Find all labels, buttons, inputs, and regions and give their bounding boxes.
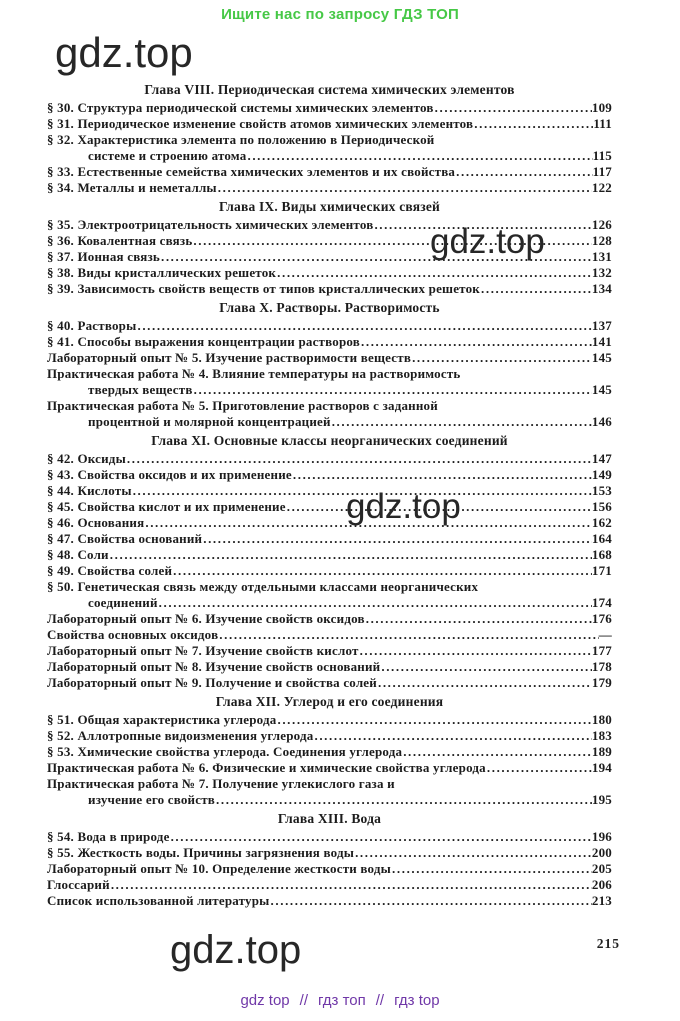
toc-entry — [47, 547, 612, 563]
entry-page-number: 117 — [592, 164, 612, 179]
toc-entry — [47, 861, 612, 877]
toc-entry — [47, 100, 612, 116]
entry-text: § 32. Характеристика элемента по положению в Периодической — [47, 132, 435, 147]
dot-leader — [480, 281, 592, 297]
watermark-gdz-mid-right: gdz.top — [430, 222, 545, 261]
entry-text: Глоссарий — [47, 877, 110, 892]
dot-leader — [110, 877, 592, 893]
entry-page-number: 200 — [591, 845, 612, 860]
entry-text: § 49. Свойства солей — [47, 563, 173, 578]
page-number: 215 — [596, 936, 620, 951]
entry-text: § 46. Основания — [47, 515, 145, 530]
entry-page-number: 145 — [591, 350, 612, 365]
chapter-heading: Глава XIII. Вода — [277, 811, 382, 826]
entry-text: системе и строению атома — [88, 148, 247, 163]
entry-text: § 52. Аллотропные видоизменения углерода — [47, 728, 314, 743]
dot-leader — [360, 334, 592, 350]
dot-leader — [486, 760, 592, 776]
entry-page-number: 179 — [591, 675, 612, 690]
entry-page-number: — — [598, 627, 612, 642]
entry-text: § 55. Жесткость воды. Причины загрязнения воды — [47, 845, 355, 860]
dot-leader — [170, 829, 592, 845]
entry-text: § 47. Свойства оснований — [47, 531, 203, 546]
toc-entry — [47, 877, 612, 893]
entry-page-number: 145 — [591, 382, 612, 397]
toc-entry — [47, 414, 612, 430]
entry-text: § 48. Соли — [47, 547, 109, 562]
dot-leader — [377, 675, 592, 691]
entry-text: Практическая работа № 7. Получение углекислого газа и — [47, 776, 395, 791]
toc-entry — [47, 579, 612, 595]
entry-page-number: 137 — [591, 318, 612, 333]
footer-link[interactable]: гдз топ — [318, 992, 366, 1009]
footer-link[interactable]: gdz top — [240, 992, 290, 1009]
toc-entry — [47, 148, 612, 164]
toc-entry — [47, 281, 612, 297]
entry-text: Список использованной литературы — [47, 893, 270, 908]
dot-leader — [276, 712, 591, 728]
entry-page-number: 177 — [591, 643, 612, 658]
dot-leader — [172, 563, 592, 579]
dot-leader — [218, 627, 599, 643]
toc-entry — [47, 893, 612, 909]
entry-text: § 51. Общая характеристика углерода — [47, 712, 277, 727]
entry-text: § 38. Виды кристаллических решеток — [47, 265, 277, 280]
entry-page-number: 174 — [591, 595, 612, 610]
toc-entry — [47, 318, 612, 334]
dot-leader — [246, 148, 592, 164]
dot-leader — [217, 180, 592, 196]
entry-text: Лабораторный опыт № 6. Изучение свойств оксидов — [47, 611, 365, 626]
toc-entry — [47, 643, 612, 659]
entry-page-number: 213 — [591, 893, 612, 908]
entry-text: § 43. Свойства оксидов и их применение — [47, 467, 292, 482]
dot-leader — [202, 531, 592, 547]
entry-page-number: 122 — [591, 180, 612, 195]
toc-entry — [47, 829, 612, 845]
entry-text: § 34. Металлы и неметаллы — [47, 180, 217, 195]
entry-text: Лабораторный опыт № 5. Изучение растворимости веществ — [47, 350, 412, 365]
entry-text: § 31. Периодическое изменение свойств атомов химических элементов — [47, 116, 474, 131]
dot-leader — [391, 861, 592, 877]
toc-entry — [47, 712, 612, 728]
toc-entry — [47, 398, 612, 414]
entry-page-number: 171 — [591, 563, 612, 578]
entry-text: процентной и молярной концентрацией — [88, 414, 331, 429]
dot-leader — [365, 611, 592, 627]
entry-page-number: 109 — [591, 100, 612, 115]
entry-page-number: 205 — [591, 861, 612, 876]
entry-text: § 53. Химические свойства углерода. Соединения углерода — [47, 744, 403, 759]
entry-text: § 42. Оксиды — [47, 451, 126, 466]
dot-leader — [158, 595, 592, 611]
entry-page-number: 164 — [591, 531, 612, 546]
entry-text: § 35. Электроотрицательность химических элементов — [47, 217, 374, 232]
toc-entry — [47, 776, 612, 792]
entry-page-number: 132 — [591, 265, 612, 280]
entry-page-number: 126 — [591, 217, 612, 232]
entry-page-number: 194 — [591, 760, 612, 775]
table-of-contents — [47, 82, 612, 909]
entry-page-number: 183 — [591, 728, 612, 743]
toc-entry — [47, 451, 612, 467]
toc-entry — [47, 132, 612, 148]
toc-entry — [47, 499, 612, 515]
entry-text: § 33. Естественные семейства химических элементов и их свойства — [47, 164, 456, 179]
entry-text: Практическая работа № 4. Влияние температуры на растворимость — [47, 366, 461, 381]
toc-entry — [47, 467, 612, 483]
entry-page-number: 196 — [591, 829, 612, 844]
entry-text: Лабораторный опыт № 8. Изучение свойств оснований — [47, 659, 381, 674]
entry-text: твердых веществ — [88, 382, 193, 397]
entry-text: § 45. Свойства кислот и их применение — [47, 499, 286, 514]
entry-text: изучение его свойств — [88, 792, 216, 807]
entry-page-number: 178 — [591, 659, 612, 674]
toc-entry — [47, 728, 612, 744]
dot-leader — [473, 116, 593, 132]
entry-text: Лабораторный опыт № 10. Определение жесткости воды — [47, 861, 392, 876]
toc-entry — [47, 366, 612, 382]
entry-page-number: 153 — [591, 483, 612, 498]
entry-text: Практическая работа № 6. Физические и химические свойства углерода — [47, 760, 486, 775]
footer-link[interactable]: гдз top — [394, 992, 440, 1009]
footer-links — [0, 992, 680, 1009]
toc-entry — [47, 744, 612, 760]
toc-entry — [47, 382, 612, 398]
dot-leader — [126, 451, 592, 467]
entry-text: Практическая работа № 5. Приготовление растворов с заданной — [47, 398, 438, 413]
entry-page-number: 176 — [591, 611, 612, 626]
entry-page-number: 168 — [591, 547, 612, 562]
entry-text: Свойства основных оксидов — [47, 627, 219, 642]
chapter-heading: Глава VIII. Периодическая система химических элементов — [144, 82, 515, 97]
entry-text: Лабораторный опыт № 7. Изучение свойств кислот — [47, 643, 359, 658]
chapter-heading: Глава XI. Основные классы неорганических соединений — [151, 433, 508, 448]
dot-leader — [215, 792, 592, 808]
dot-leader — [270, 893, 592, 909]
entry-page-number: 180 — [591, 712, 612, 727]
entry-page-number: 111 — [593, 116, 612, 131]
entry-page-number: 131 — [591, 249, 612, 264]
entry-page-number: 146 — [591, 414, 612, 429]
toc-entry — [47, 675, 612, 691]
watermark-gdz-bottom: gdz.top — [170, 928, 302, 972]
entry-text: § 30. Структура периодической системы химических элементов — [47, 100, 434, 115]
dot-leader — [380, 659, 592, 675]
dot-leader — [331, 414, 592, 430]
toc-entry — [47, 845, 612, 861]
toc-entry — [47, 350, 612, 366]
dot-leader — [276, 265, 592, 281]
dot-leader — [136, 318, 591, 334]
dot-leader — [292, 467, 592, 483]
toc-entry — [47, 180, 612, 196]
toc-entry — [47, 760, 612, 776]
dot-leader — [109, 547, 592, 563]
toc-entry — [47, 531, 612, 547]
toc-entry — [47, 116, 612, 132]
entry-text: § 37. Ионная связь — [47, 249, 160, 264]
toc-entry — [47, 515, 612, 531]
entry-page-number: 141 — [591, 334, 612, 349]
dot-leader — [402, 744, 592, 760]
watermark-gdz-mid-center: gdz.top — [346, 487, 461, 526]
dot-leader — [354, 845, 592, 861]
toc-entry — [47, 164, 612, 180]
entry-text: § 40. Растворы — [47, 318, 137, 333]
entry-text: § 41. Способы выражения концентрации растворов — [47, 334, 360, 349]
entry-page-number: 128 — [591, 233, 612, 248]
entry-text: § 54. Вода в природе — [47, 829, 170, 844]
entry-page-number: 134 — [591, 281, 612, 296]
dot-leader — [359, 643, 592, 659]
toc-entry — [47, 334, 612, 350]
toc-entry — [47, 483, 612, 499]
toc-entry — [47, 659, 612, 675]
entry-text: Лабораторный опыт № 9. Получение и свойства солей — [47, 675, 377, 690]
entry-text: § 39. Зависимость свойств веществ от типов кристаллических решеток — [47, 281, 480, 296]
promo-banner: Ищите нас по запросу ГДЗ ТОП — [221, 6, 459, 23]
toc-entry — [47, 627, 612, 643]
dot-leader — [313, 728, 591, 744]
entry-page-number: 115 — [592, 148, 612, 163]
entry-text: § 50. Генетическая связь между отдельными классами неорганических — [47, 579, 479, 594]
toc-entry — [47, 595, 612, 611]
entry-page-number: 156 — [591, 499, 612, 514]
entry-text: соединений — [88, 595, 158, 610]
chapter-heading: Глава XII. Углерод и его соединения — [215, 694, 444, 709]
entry-page-number: 149 — [591, 467, 612, 482]
toc-entry — [47, 611, 612, 627]
entry-page-number: 189 — [591, 744, 612, 759]
entry-text: § 44. Кислоты — [47, 483, 132, 498]
watermark-gdz-top-left: gdz.top — [55, 29, 193, 76]
entry-page-number: 147 — [591, 451, 612, 466]
footer-separator: // — [299, 992, 308, 1009]
dot-leader — [193, 382, 592, 398]
dot-leader — [455, 164, 592, 180]
entry-page-number: 162 — [591, 515, 612, 530]
toc-entry — [47, 792, 612, 808]
chapter-heading: Глава X. Растворы. Растворимость — [219, 300, 440, 315]
dot-leader — [434, 100, 592, 116]
toc-entry — [47, 563, 612, 579]
toc-entry — [47, 265, 612, 281]
dot-leader — [411, 350, 592, 366]
footer-separator: // — [375, 992, 385, 1009]
entry-page-number: 206 — [591, 877, 612, 892]
entry-text: § 36. Ковалентная связь — [47, 233, 193, 248]
entry-page-number: 195 — [591, 792, 612, 807]
chapter-heading: Глава IX. Виды химических связей — [218, 199, 441, 214]
